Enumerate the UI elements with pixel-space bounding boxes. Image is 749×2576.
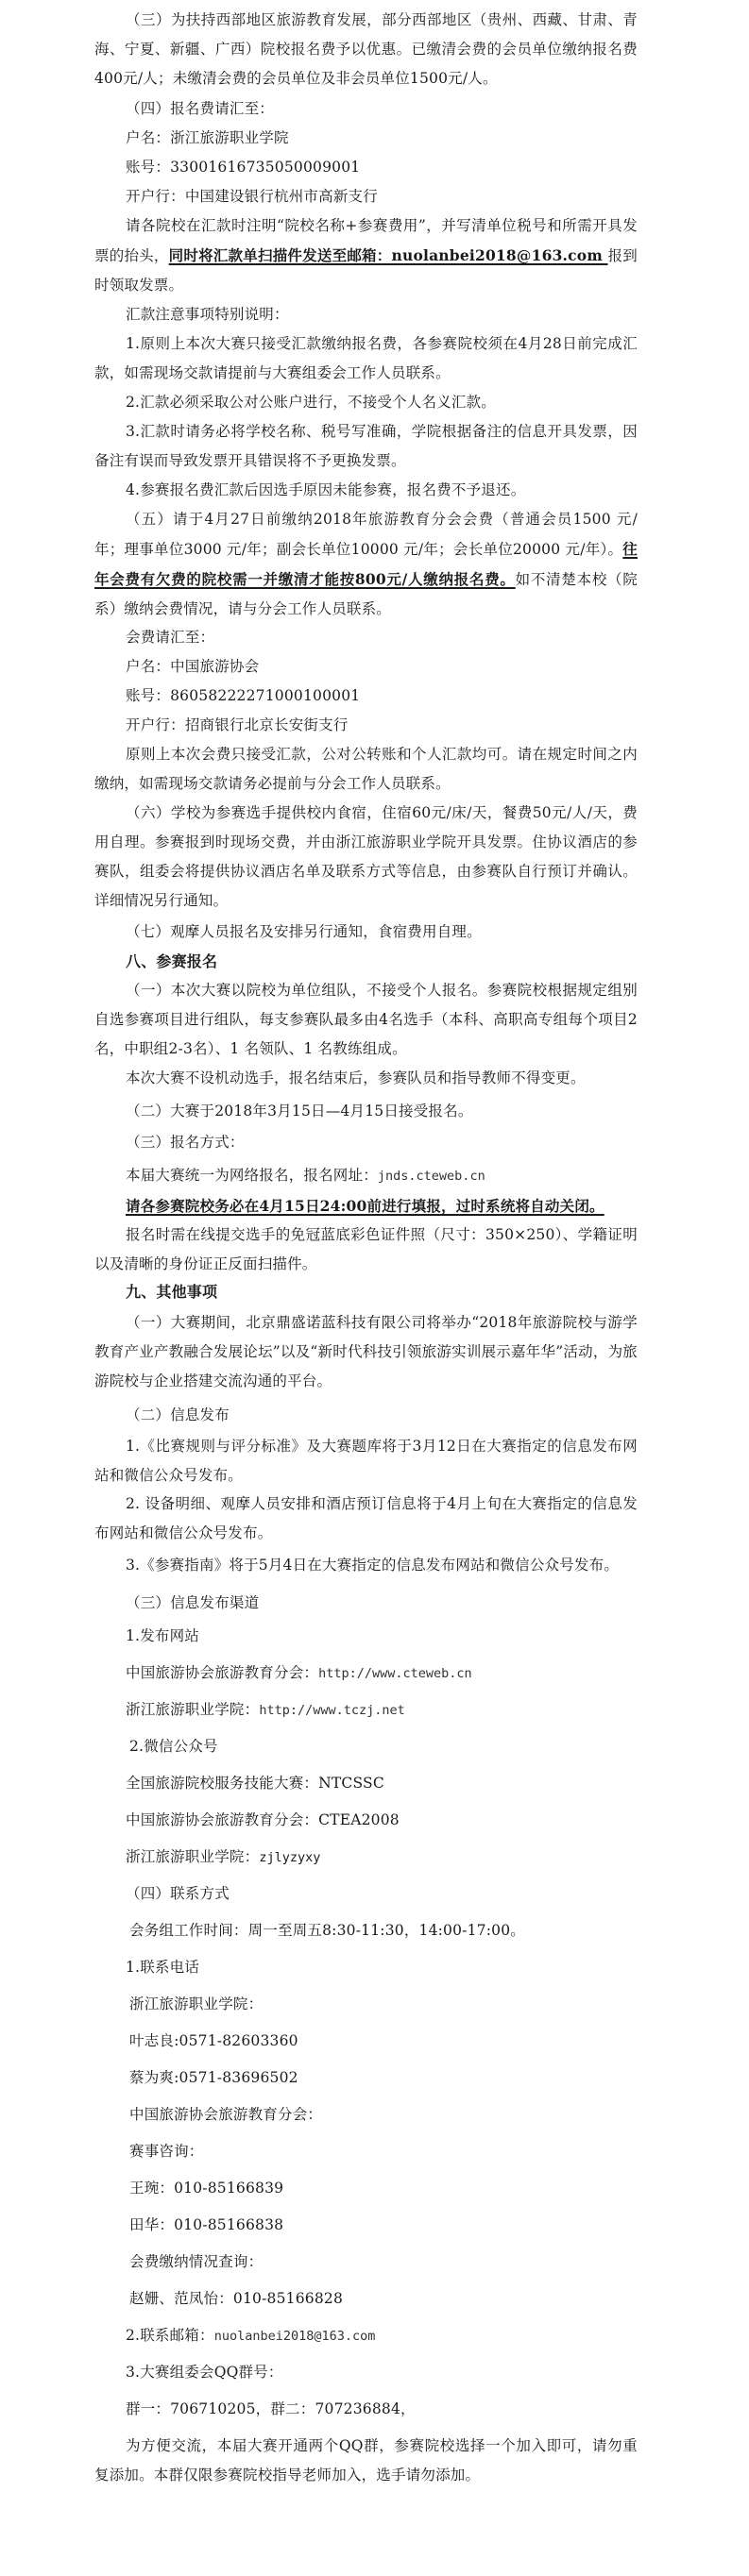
paragraph-registration-method: （三）报名方式： — [126, 1134, 245, 1151]
account-name-label: 户名： — [126, 129, 171, 146]
deadline-warning: 请各参赛院校务必在4月15日24:00前进行填报，过时系统将自动关闭。 — [126, 1197, 604, 1215]
wechat-item — [94, 1769, 638, 1798]
paragraph-remit-note — [94, 211, 638, 300]
section-heading-other: 九、其他事项 — [126, 1283, 218, 1301]
office-hours: 会务组工作时间：周一至周五8:30-11:30，14:00-17:00。 — [129, 1922, 525, 1939]
paragraph-observers: （七）观摩人员报名及安排另行通知，食宿费用自理。 — [126, 923, 482, 940]
account-bank-value: 中国建设银行杭州市高新支行 — [184, 188, 378, 205]
email-label: 2.联系邮箱： — [126, 2327, 214, 2344]
org-zhejiang: 浙江旅游职业学院： — [129, 1995, 264, 2012]
contact-phone: 王琬：010-85166839 — [129, 2180, 284, 2197]
account-bank-label: 开户行： — [126, 188, 185, 205]
paragraph-fee-remit-title: （四）报名费请汇至： — [126, 100, 275, 117]
contact-phone: 田华：010-85166838 — [129, 2216, 284, 2233]
wechat-id: NTCSSC — [318, 1775, 384, 1792]
remit-note-item: 4.参赛报名费汇款后因选手原因未能参赛，报名费不予退还。 — [126, 481, 526, 498]
contact-phone: 叶志良:0571-82603360 — [129, 2032, 298, 2049]
registration-site-label: 本届大赛统一为网络报名，报名网址： — [126, 1167, 378, 1184]
org-cta-education: 中国旅游协会旅游教育分会： — [129, 2106, 323, 2123]
paragraph-registration-site — [94, 1161, 638, 1191]
paragraph-fee-discount: （三）为扶持西部地区旅游教育发展，部分西部地区（贵州、西藏、甘肃、青海、宁夏、新疆、广西）院校报名费予以优惠。已缴清会费的会员单位缴纳报名费400元/人；未缴清会费的会员单位及非会员单位1500元/人。 — [94, 11, 638, 87]
remit-note-tail: 报到时领取发票。 — [94, 247, 638, 294]
account2-bank — [94, 711, 638, 740]
remit-email-instruction[interactable]: 同时将汇款单扫描件发送至邮箱：nuolanbei2018@163.com — [168, 246, 608, 264]
dues-contact-text: 如不清楚本校（院系）缴纳会费情况，请与分会工作人员联系。 — [94, 571, 638, 617]
contact-phone: 赵姗、范凤怡：010-85166828 — [129, 2290, 344, 2307]
account-bank-label: 开户行： — [126, 716, 185, 733]
website-link[interactable]: http://www.tczj.net — [259, 1703, 405, 1718]
contact-phone: 蔡为爽:0571-83696502 — [129, 2069, 298, 2086]
wechat-id: CTEA2008 — [318, 1811, 400, 1828]
website-label: 浙江旅游职业学院： — [126, 1701, 260, 1718]
account-name-value: 中国旅游协会 — [170, 658, 260, 675]
paragraph-membership-dues — [94, 505, 638, 624]
account-number-label: 账号： — [126, 687, 171, 704]
paragraph-deadline — [94, 1191, 638, 1221]
account1-number — [94, 153, 638, 182]
qq-title: 3.大赛组委会QQ群号： — [126, 2364, 283, 2381]
paragraph-no-substitutes: 本次大赛不设机动选手，报名结束后，参赛队员和指导教师不得变更。 — [126, 1069, 586, 1086]
account-name-value: 浙江旅游职业学院 — [170, 129, 289, 146]
dues-remit-title: 会费请汇至： — [126, 629, 215, 646]
wechat-item — [94, 1806, 638, 1835]
paragraph-accommodation: （六）学校为参赛选手提供校内食宿，住宿60元/床/天，餐费50元/人/天，费用自理。参赛报到时现场交费，并由浙江旅游职业学院开具发票。住协议酒店的参赛队，组委会将提供协议酒店名单及联系方式等信息，由参赛队自行预订并确认。详细情况另行通知。 — [94, 804, 638, 909]
email-link[interactable]: nuolanbei2018@163.com — [213, 2329, 376, 2344]
paragraph-registration-period: （二）大赛于2018年3月15日—4月15日接受报名。 — [126, 1103, 473, 1120]
consult-title: 赛事咨询： — [129, 2143, 204, 2160]
account-number-value: 86058222271000100001 — [170, 687, 361, 704]
info-channels-title: （三）信息发布渠道 — [126, 1594, 260, 1611]
website-label: 中国旅游协会旅游教育分会： — [126, 1664, 319, 1681]
info-release-item: 2. 设备明细、观摩人员安排和酒店预订信息将于4月上旬在大赛指定的信息发布网站和微信公众号发布。 — [94, 1495, 638, 1541]
info-release-item: 1.《比赛规则与评分标准》及大赛题库将于3月12日在大赛指定的信息发布网站和微信公众号发布。 — [94, 1438, 638, 1484]
qq-groups: 群一：706710205，群二：707236884， — [126, 2400, 416, 2417]
remit-notes-title: 汇款注意事项特别说明： — [126, 306, 289, 323]
paragraph-upload-requirements: 报名时需在线提交选手的免冠蓝底彩色证件照（尺寸：350×250）、学籍证明以及清晰的身份证正反面扫描件。 — [94, 1226, 638, 1272]
contact-email — [94, 2321, 638, 2351]
info-release-item: 3.《参赛指南》将于5月4日在大赛指定的信息发布网站和微信公众号发布。 — [126, 1557, 620, 1574]
wechat-label: 浙江旅游职业学院： — [126, 1848, 260, 1865]
account-number-value: 33001616735050009001 — [170, 159, 361, 176]
dues-arrears-warning: 往年会费有欠费的院校需一并缴清才能按800元/人缴纳报名费。 — [94, 540, 638, 588]
section-heading-registration: 八、参赛报名 — [126, 952, 218, 970]
contact-title: （四）联系方式 — [126, 1885, 230, 1902]
wechat-title: 2.微信公众号 — [129, 1738, 218, 1755]
account1-bank — [94, 182, 638, 211]
wechat-item — [94, 1843, 638, 1873]
account-bank-value: 招商银行北京长安街支行 — [184, 716, 349, 733]
remit-note-item: 3.汇款时请务必将学校名称、税号写准确，学院根据备注的信息开具发票，因备注有误而导致发票开具错误将不予更换发票。 — [94, 423, 638, 469]
remit-note-item: 2.汇款必须采取公对公账户进行，不接受个人名义汇款。 — [126, 394, 496, 411]
paragraph-dues-note: 原则上本次会费只接受汇款，公对公转账和个人汇款均可。请在规定时间之内缴纳，如需现场交款请务必提前与分会工作人员联系。 — [94, 746, 638, 792]
account2-number — [94, 682, 638, 711]
account2-name — [94, 652, 638, 682]
account1-name — [94, 124, 638, 153]
info-release-title: （二）信息发布 — [126, 1406, 230, 1423]
phones-title: 1.联系电话 — [126, 1959, 199, 1976]
wechat-label: 全国旅游院校服务技能大赛： — [126, 1775, 319, 1792]
registration-site-link[interactable]: jnds.cteweb.cn — [377, 1169, 485, 1184]
dues-text: （五）请于4月27日前缴纳2018年旅游教育分会会费（普通会员1500 元/年；理事单位3000 元/年；副会长单位10000 元/年；会长单位20000 元/年）。 — [94, 511, 638, 558]
paragraph-forum: （一）大赛期间，北京鼎盛诺蓝科技有限公司将举办“2018年旅游院校与游学教育产业产教融合发展论坛”以及“新时代科技引领旅游实训展示嘉年华”活动，为旅游院校与企业搭建交流沟通的平台。 — [94, 1314, 638, 1389]
remit-note-item: 1.原则上本次大赛只接受汇款缴纳报名费，各参赛院校须在4月28日前完成汇款，如需现场交款请提前与大赛组委会工作人员联系。 — [94, 335, 638, 381]
qq-note: 为方便交流，本届大赛开通两个QQ群，参赛院校选择一个加入即可，请勿重复添加。本群仅限参赛院校指导老师加入，选手请勿添加。 — [94, 2437, 638, 2483]
remit-note-text: 请各院校在汇款时注明“院校名称+参赛费用”，并写清单位税号和所需开具发票的抬头， — [94, 217, 638, 264]
wechat-id: zjlyzyxy — [259, 1850, 321, 1865]
website-link[interactable]: http://www.cteweb.cn — [318, 1666, 472, 1681]
website-item — [94, 1695, 638, 1726]
wechat-label: 中国旅游协会旅游教育分会： — [126, 1811, 319, 1828]
website-item — [94, 1658, 638, 1689]
dues-query-title: 会费缴纳情况查询： — [129, 2253, 264, 2270]
paragraph-team-composition: （一）本次大赛以院校为单位组队，不接受个人报名。参赛院校根据规定组别自选参赛项目进行组队，每支参赛队最多由4名选手（本科、高职高专组每个项目2名，中职组2-3名）、1 名领队、1 名教练组成。 — [94, 982, 638, 1057]
account-number-label: 账号： — [126, 159, 171, 176]
websites-title: 1.发布网站 — [126, 1627, 199, 1644]
account-name-label: 户名： — [126, 658, 171, 675]
